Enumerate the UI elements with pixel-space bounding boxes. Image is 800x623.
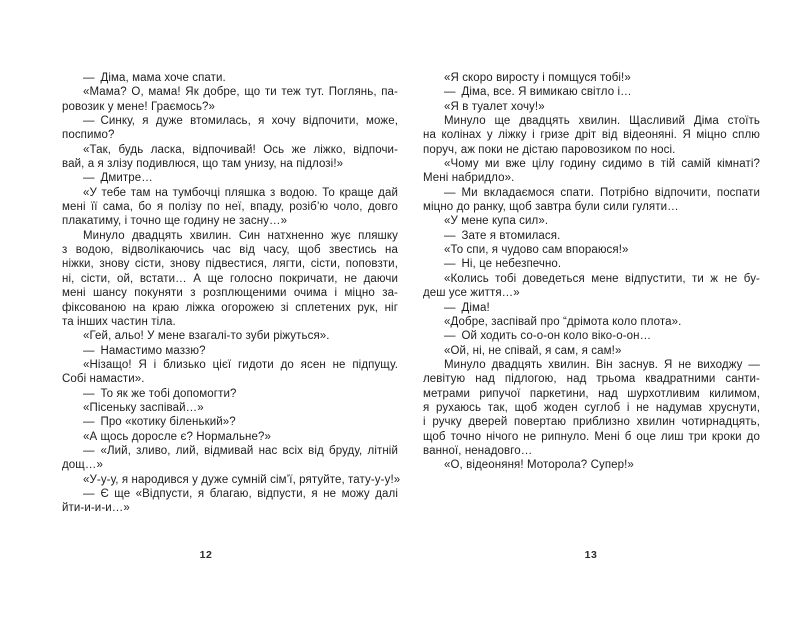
text-line: на колінах у ліжку і гризе дріт від відеоняні. Я міцно сплю: [423, 129, 760, 142]
text-line: йти-и-и-и…»: [62, 502, 130, 515]
text-line: я рухаюсь так, щоб жоден суглоб і не надумав хруснути,: [423, 401, 760, 414]
text-line: фіксованою на краю ліжка огорожею зі сплетених рук, ніг: [62, 301, 398, 314]
text-line: «А щось доросле є? Нормальне?»: [83, 430, 271, 443]
text-line: Собі намасти».: [62, 373, 145, 386]
text-line: «Чому ми вже цілу годину сидимо в тій самій кімнаті?: [444, 158, 760, 171]
page-left-text-column: [62, 71, 401, 516]
text-line: «У тебе там на тумбочці пляшка з водою. То краще дай: [83, 186, 398, 199]
text-line: з водою, відволікаючись час від часу, щоб звестись на: [62, 244, 398, 257]
text-line: «Пісеньку заспівай…»: [83, 401, 204, 414]
text-line: — Ми вкладаємося спати. Потрібно відпочити, поспати: [444, 186, 760, 199]
page-right-text-column: [423, 71, 760, 473]
text-line: Минуло двадцять хвилин. Син натхненно жує пляшку: [83, 229, 398, 242]
text-line: «Колись тобі доведеться мене відпустити, ти ж не бу-: [444, 272, 760, 285]
text-line: ванної, ненадовго…: [423, 444, 533, 457]
text-line: «Ой, ні, не співай, я сам, я сам!»: [444, 344, 622, 357]
text-line: ніжки, знову сісти, знову підвестися, лягти, сісти, поповзти,: [62, 258, 398, 271]
text-line: мені її сама, бо я полізу по неї, впаду, розіб’ю чоло, довго: [62, 201, 398, 214]
text-line: «У мене купа сил».: [444, 215, 549, 228]
text-line: ровозик у мене! Граємось?»: [62, 100, 216, 113]
text-line: ні, сісти, ой, встати… А ще голосно покричати, не даючи: [62, 272, 398, 285]
text-line: — Є ще «Відпусти, я благаю, відпусти, я не можу далі: [83, 487, 398, 500]
text-line: і ручку дверей повертаю приблизно хвилин чотирнадцять,: [423, 416, 760, 429]
text-line: «У-у-у, я народився у дуже сумній сім’ї, рятуйте, тату-у-у!»: [83, 473, 401, 486]
text-line: вай, а я злізу подивлюся, що там унизу, на підлозі!»: [62, 158, 344, 171]
text-line: щоб точно нічого не рипнуло. Мені б оце лиш три кроки до: [423, 430, 760, 443]
text-line: поспимо?: [62, 129, 115, 142]
text-line: «Мама? О, мама! Як добре, що ти теж тут. Поглянь, па-: [83, 86, 398, 99]
text-line: Мені набридло».: [423, 172, 515, 185]
text-line: — Зате я втомилася.: [444, 229, 561, 242]
text-line: міцно до ранку, щоб завтра були сили гуляти…: [423, 201, 679, 214]
text-line: — Намастимо маззю?: [83, 344, 206, 357]
text-line: «Так, будь ласка, відпочивай! Ось же ліжко, відпочи-: [83, 143, 398, 156]
text-line: — Діма, мама хоче спати.: [83, 72, 226, 84]
text-line: метрами рипучої паркетини, над шурхотливим килимом,: [423, 387, 760, 400]
text-line: «Гей, альо! У мене взагалі-то зуби ріжуться».: [83, 330, 330, 343]
page-number-right: 13: [584, 549, 598, 561]
text-line: «Я скоро виросту і помщуся тобі!»: [444, 72, 631, 84]
text-line: — То як же тобі допомогти?: [83, 387, 237, 400]
text-line: «Я в туалет хочу!»: [444, 100, 545, 113]
text-line: — Ой ходить со-о-он коло віко-о-он…: [444, 330, 652, 343]
text-line: поруч, аж поки не дістаю паровозиком по носі.: [423, 143, 676, 156]
text-line: — Діма!: [444, 301, 490, 314]
text-line: «Добре, заспівай про “дрімота коло плота».: [444, 315, 682, 328]
page-number-left: 12: [199, 549, 213, 561]
text-line: — Синку, я дуже втомилась, я хочу відпочити, може,: [83, 115, 398, 128]
text-line: мені шансу покуняти з розплющеними очима і міцно за-: [62, 287, 398, 300]
text-line: — Про «котику біленький»?: [83, 416, 236, 429]
text-line: плакатиму, і точно ще годину не засну…»: [62, 215, 288, 228]
text-line: дощ…»: [62, 459, 103, 472]
text-line: деш усе життя…»: [423, 287, 520, 300]
text-line: «Нізащо! Я і близько цієї гидоти до ясен не підпущу.: [83, 358, 398, 371]
text-line: — «Лий, зливо, лий, відмивай нас всіх від бруду, літній: [83, 444, 398, 457]
text-line: та інших частин тіла.: [62, 315, 176, 328]
text-line: «О, відеоняня! Моторола? Супер!»: [444, 459, 634, 472]
text-line: левітую над підлогою, над трьома квадратними санти-: [423, 373, 760, 386]
text-line: «То спи, я чудово сам впораюся!»: [444, 244, 629, 257]
text-line: — Дмитре…: [83, 172, 153, 185]
text-line: — Діма, все. Я вимикаю світло і…: [444, 86, 632, 99]
text-line: Минуло двадцять хвилин. Він заснув. Я не виходжу —: [444, 358, 760, 371]
text-line: Минуло ще двадцять хвилин. Щасливий Діма стоїть: [444, 115, 760, 128]
text-line: — Ні, це небезпечно.: [444, 258, 562, 271]
